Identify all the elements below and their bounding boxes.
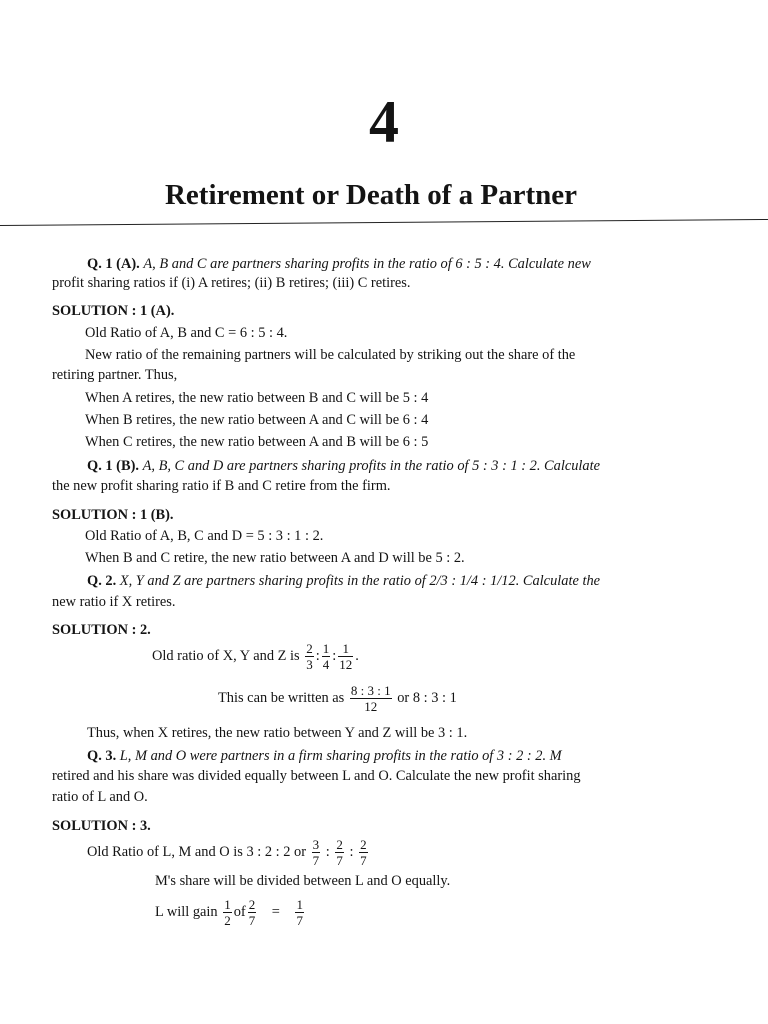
solution-1a-old-ratio: Old Ratio of A, B and C = 6 : 5 : 4.	[85, 325, 288, 341]
fraction: $\frac{3}{7}$	[312, 837, 320, 868]
solution-1a-paragraph-line-2: retiring partner. Thus,	[52, 367, 178, 383]
solution-3-m-share: M's share will be divided between L and O equally.	[155, 873, 451, 889]
equals-sign: =	[271, 903, 280, 920]
solution-3-old-ratio: Old Ratio of L, M and O is 3 : 2 : 2 or $\frac{3}{7}$ : $\frac{2}{7}$ : $\frac{2}{7}$	[87, 837, 367, 868]
solution-1b-heading: SOLUTION : 1 (B).	[52, 507, 174, 523]
fraction: $\frac{2}{7}$	[360, 837, 367, 868]
fraction: $\frac{1}{2}$	[224, 897, 231, 928]
old-ratio-text: Old Ratio of L, M and O is 3 : 2 : 2 or	[87, 843, 307, 860]
question-label: Q. 2.	[87, 573, 117, 589]
solution-2-written-as	[218, 684, 457, 713]
question-text: L, M and O were partners in a firm sharing profits in the ratio of 3 : 2 : 2. M	[119, 748, 562, 764]
gain-text: L will gain	[155, 903, 218, 920]
solution-1a-case-a: When A retires, the new ratio between B and C will be 5 : 4	[85, 390, 429, 406]
solution-1b-result: When B and C retire, the new ratio between A and D will be 5 : 2.	[85, 550, 465, 566]
fraction: $\frac{2}{7}$	[336, 837, 343, 868]
question-2-line-2: new ratio if X retires.	[52, 594, 176, 610]
fraction: $\frac{1}{7}$	[296, 897, 303, 928]
fraction: $\frac{1}{12}$	[339, 641, 353, 672]
question-3-line-3: ratio of L and O.	[52, 789, 148, 805]
fraction: $\frac{2}{3}$	[306, 641, 313, 672]
question-text: A, B, C and D are partners sharing profits in the ratio of 5 : 3 : 1 : 2. Calculate	[142, 458, 600, 474]
chapter-number: 4	[369, 89, 399, 155]
question-2-line-1	[87, 573, 600, 590]
question-3-line-2: retired and his share was divided equally between L and O. Calculate the new profit sharing	[52, 768, 581, 784]
question-3-line-1	[87, 748, 562, 765]
question-label: Q. 1 (A).	[87, 256, 140, 272]
solution-2-old-ratio: Old ratio of X, Y and Z is $\frac{2}{3}$ : $\frac{1}{4}$ : $\frac{1}{12}$ .	[152, 641, 359, 672]
chapter-title: Retirement or Death of a Partner	[164, 179, 578, 211]
solution-2-heading: SOLUTION : 2.	[52, 622, 151, 638]
fraction: $\frac{2}{7}$	[248, 897, 256, 928]
solution-1a-paragraph-line-1: New ratio of the remaining partners will be calculated by striking out the share of the	[85, 347, 576, 363]
solution-1a-case-c: When C retires, the new ratio between A and B will be 6 : 5	[85, 434, 429, 450]
solution-1b-old-ratio: Old Ratio of A, B, C and D = 5 : 3 : 1 : 2.	[85, 528, 324, 544]
written-as-text: This can be written as	[218, 689, 345, 706]
solution-2-result: Thus, when X retires, the new ratio between Y and Z will be 3 : 1.	[87, 725, 468, 741]
question-label: Q. 3.	[87, 748, 117, 764]
solution-1a-case-b: When B retires, the new ratio between A and C will be 6 : 4	[85, 412, 429, 428]
question-label: Q. 1 (B).	[87, 458, 139, 474]
question-1b-line-2: the new profit sharing ratio if B and C retire from the firm.	[52, 478, 391, 494]
question-text: A, B and C are partners sharing profits in the ratio of 6 : 5 : 4. Calculate new	[143, 256, 591, 272]
solution-3-l-gain: L will gain $\frac{1}{2}$ of $\frac{2}{7}$ = $\frac{1}{7}$	[155, 897, 303, 928]
question-1a-line-2: profit sharing ratios if (i) A retires; (ii) B retires; (iii) C retires.	[52, 275, 411, 291]
solution-3-heading: SOLUTION : 3.	[52, 818, 151, 834]
fraction: $\frac{8 : 3 : 1}{12}$	[350, 683, 391, 714]
solution-1a-heading: SOLUTION : 1 (A).	[52, 303, 175, 319]
title-divider	[0, 219, 768, 226]
question-text: X, Y and Z are partners sharing profits in the ratio of 2/3 : 1/4 : 1/12. Calculate the	[119, 573, 601, 589]
fraction: $\frac{1}{4}$	[322, 641, 330, 672]
question-1a-line-1	[87, 256, 591, 273]
old-ratio-text: Old ratio of X, Y and Z is	[152, 647, 300, 664]
question-1b-line-1	[87, 458, 600, 475]
written-as-suffix: or 8 : 3 : 1	[397, 689, 457, 706]
